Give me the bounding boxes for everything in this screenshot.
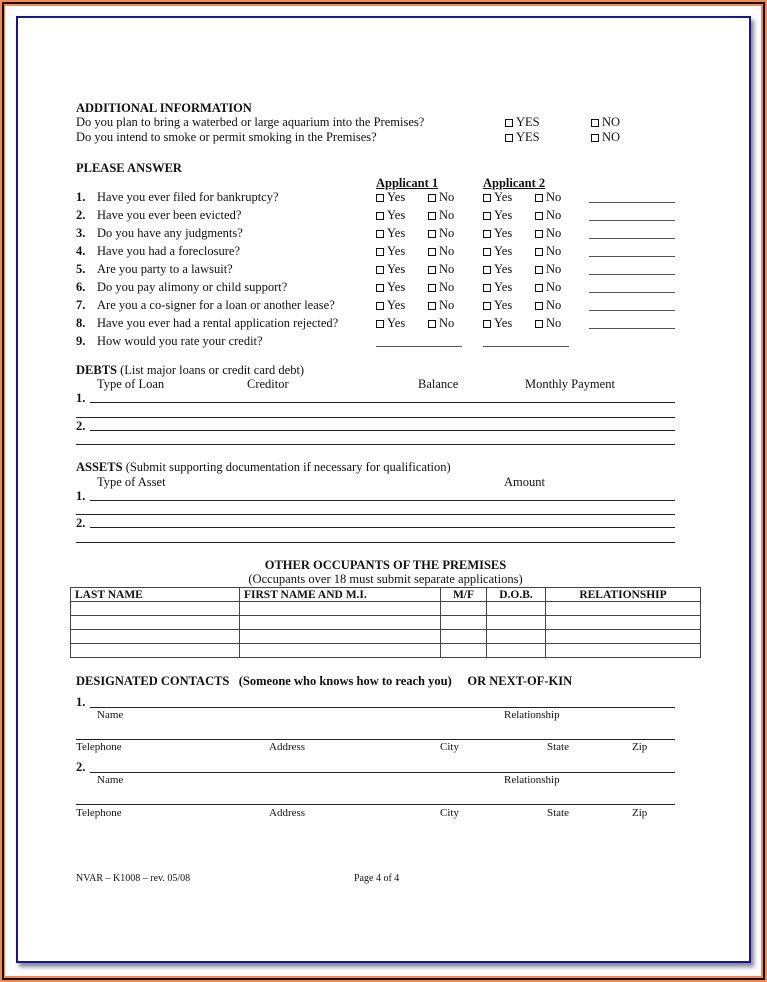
smoking-question: Do you intend to smoke or permit smoking in the Premises?: [76, 130, 377, 144]
question-text: Have you had a foreclosure?: [97, 244, 240, 258]
checkbox[interactable]: [376, 266, 384, 274]
applicant-2-credit-field[interactable]: [483, 346, 569, 347]
label-address: Address: [269, 807, 306, 819]
checkbox[interactable]: [535, 266, 543, 274]
applicant-2-header: Applicant 2: [483, 176, 546, 190]
page-number: Page 4 of 4: [354, 873, 400, 884]
question-number: 6.: [76, 280, 86, 294]
question-text: Have you ever been evicted?: [97, 208, 242, 222]
cell[interactable]: [546, 616, 701, 630]
applicant-2-yes-option[interactable]: Yes: [483, 298, 512, 312]
applicant-1-yes-option[interactable]: Yes: [376, 190, 405, 204]
checkbox[interactable]: [376, 284, 384, 292]
occupants-subheading: (Occupants over 18 must submit separate applications): [248, 572, 523, 586]
smoking-no-option[interactable]: NO: [591, 130, 620, 144]
cell[interactable]: [487, 644, 546, 658]
applicant-2-no-option[interactable]: No: [535, 226, 561, 240]
contacts-heading: DESIGNATED CONTACTS (Someone who knows how to reach you) OR NEXT-OF-KIN: [76, 674, 573, 688]
explanation-field[interactable]: [589, 220, 675, 221]
contact-2-name-field[interactable]: [90, 772, 675, 773]
applicant-1-header: Applicant 1: [376, 176, 439, 190]
checkbox[interactable]: [376, 302, 384, 310]
debt-row-number: 1.: [76, 391, 86, 405]
debt-1-field-2[interactable]: [76, 417, 675, 418]
applicant-2-no-option[interactable]: No: [535, 244, 561, 258]
checkbox[interactable]: [428, 266, 436, 274]
checkbox[interactable]: [591, 134, 599, 142]
label-state: State: [547, 741, 569, 753]
asset-2-field[interactable]: [90, 527, 675, 528]
question-text: Do you have any judgments?: [97, 226, 243, 240]
checkbox[interactable]: [535, 248, 543, 256]
checkbox[interactable]: [428, 248, 436, 256]
cell[interactable]: [487, 616, 546, 630]
debt-1-field[interactable]: [90, 402, 675, 403]
please-answer-heading: PLEASE ANSWER: [76, 161, 182, 175]
contact-2-address-field[interactable]: [76, 804, 675, 805]
label-zip: Zip: [632, 807, 648, 819]
checkbox[interactable]: [591, 119, 599, 127]
explanation-field[interactable]: [589, 292, 675, 293]
applicant-1-no-option[interactable]: No: [428, 208, 454, 222]
applicant-1-yes-option[interactable]: Yes: [376, 226, 405, 240]
applicant-1-no-option[interactable]: No: [428, 280, 454, 294]
checkbox[interactable]: [376, 248, 384, 256]
checkbox[interactable]: [535, 194, 543, 202]
col-balance: Balance: [418, 377, 459, 391]
asset-row-number: 1.: [76, 489, 86, 503]
checkbox[interactable]: [376, 212, 384, 220]
debts-heading: DEBTS (List major loans or credit card debt): [76, 363, 305, 377]
checkbox[interactable]: [483, 248, 491, 256]
applicant-2-yes-option[interactable]: Yes: [483, 208, 512, 222]
question-text: Are you party to a lawsuit?: [97, 262, 233, 276]
applicant-1-yes-option[interactable]: Yes: [376, 262, 405, 276]
applicant-1-credit-field[interactable]: [376, 346, 462, 347]
cell[interactable]: [441, 616, 487, 630]
cell[interactable]: [240, 602, 441, 616]
smoking-yes-option[interactable]: YES: [505, 130, 540, 144]
checkbox[interactable]: [376, 230, 384, 238]
question-number: 7.: [76, 298, 86, 312]
cell[interactable]: [487, 630, 546, 644]
checkbox[interactable]: [505, 134, 513, 142]
checkbox[interactable]: [535, 320, 543, 328]
question-number: 5.: [76, 262, 86, 276]
checkbox[interactable]: [428, 284, 436, 292]
table-row: [71, 644, 701, 658]
label-city: City: [440, 807, 459, 819]
occupants-table: [70, 587, 701, 658]
cell[interactable]: [546, 630, 701, 644]
checkbox[interactable]: [483, 194, 491, 202]
form-id: NVAR – K1008 – rev. 05/08: [76, 873, 191, 884]
cell[interactable]: [71, 630, 240, 644]
checkbox[interactable]: [483, 320, 491, 328]
cell[interactable]: [441, 630, 487, 644]
cell[interactable]: [441, 602, 487, 616]
col-first-name: FIRST NAME AND M.I.: [240, 588, 441, 602]
applicant-1-yes-option[interactable]: Yes: [376, 208, 405, 222]
waterbed-no-option[interactable]: NO: [591, 115, 620, 129]
waterbed-question: Do you plan to bring a waterbed or large aquarium into the Premises?: [76, 115, 425, 129]
debt-row-number: 2.: [76, 419, 86, 433]
col-mf: M/F: [441, 588, 487, 602]
label-city: City: [440, 741, 459, 753]
applicant-1-no-option[interactable]: No: [428, 226, 454, 240]
checkbox[interactable]: [376, 194, 384, 202]
label-state: State: [547, 807, 569, 819]
label-name: Name: [97, 709, 124, 721]
applicant-1-no-option[interactable]: No: [428, 244, 454, 258]
label-relationship: Relationship: [504, 709, 560, 721]
table-header-row: [71, 588, 701, 602]
asset-row-number: 2.: [76, 516, 86, 530]
applicant-2-yes-option[interactable]: Yes: [483, 226, 512, 240]
question-text: Have you ever filed for bankruptcy?: [97, 190, 279, 204]
checkbox[interactable]: [428, 302, 436, 310]
explanation-field[interactable]: [589, 310, 675, 311]
occupants-heading: OTHER OCCUPANTS OF THE PREMISES: [264, 558, 507, 572]
question-number: 9.: [76, 334, 86, 348]
question-text: Are you a co-signer for a loan or another lease?: [97, 298, 335, 312]
applicant-2-yes-option[interactable]: Yes: [483, 190, 512, 204]
col-type-of-asset: Type of Asset: [97, 475, 166, 489]
question-number: 8.: [76, 316, 86, 330]
label-address: Address: [269, 741, 306, 753]
explanation-field[interactable]: [589, 238, 675, 239]
asset-2-field-2[interactable]: [76, 542, 675, 543]
cell[interactable]: [71, 602, 240, 616]
contact-number: 1.: [76, 695, 86, 709]
applicant-2-no-option[interactable]: No: [535, 190, 561, 204]
checkbox[interactable]: [428, 320, 436, 328]
cell[interactable]: [71, 644, 240, 658]
debt-2-field-2[interactable]: [76, 444, 675, 445]
col-monthly-payment: Monthly Payment: [525, 377, 615, 391]
label-relationship: Relationship: [504, 774, 560, 786]
credit-question: How would you rate your credit?: [97, 334, 263, 348]
applicant-2-yes-option[interactable]: Yes: [483, 262, 512, 276]
applicant-1-yes-option[interactable]: Yes: [376, 298, 405, 312]
checkbox[interactable]: [535, 284, 543, 292]
table-row: [71, 602, 701, 616]
checkbox[interactable]: [535, 230, 543, 238]
table-row: [71, 630, 701, 644]
applicant-1-yes-option[interactable]: Yes: [376, 280, 405, 294]
checkbox[interactable]: [483, 302, 491, 310]
col-relationship: RELATIONSHIP: [546, 588, 701, 602]
applicant-1-no-option[interactable]: No: [428, 298, 454, 312]
applicant-2-no-option[interactable]: No: [535, 262, 561, 276]
contact-1-address-field[interactable]: [76, 739, 675, 740]
asset-1-field-2[interactable]: [76, 514, 675, 515]
col-amount: Amount: [504, 475, 545, 489]
checkbox[interactable]: [483, 212, 491, 220]
applicant-2-yes-option[interactable]: Yes: [483, 244, 512, 258]
col-last-name: LAST NAME: [71, 588, 240, 602]
waterbed-yes-option[interactable]: YES: [505, 115, 540, 129]
cell[interactable]: [546, 602, 701, 616]
explanation-field[interactable]: [589, 274, 675, 275]
cell[interactable]: [240, 644, 441, 658]
applicant-1-yes-option[interactable]: Yes: [376, 316, 405, 330]
applicant-1-no-option[interactable]: No: [428, 190, 454, 204]
applicant-2-yes-option[interactable]: Yes: [483, 280, 512, 294]
label-zip: Zip: [632, 741, 648, 753]
checkbox[interactable]: [483, 284, 491, 292]
additional-info-heading: ADDITIONAL INFORMATION: [76, 101, 252, 115]
applicant-1-no-option[interactable]: No: [428, 316, 454, 330]
contact-1-name-field[interactable]: [90, 707, 675, 708]
label-telephone: Telephone: [76, 741, 122, 753]
cell[interactable]: [71, 616, 240, 630]
checkbox[interactable]: [535, 302, 543, 310]
contact-number: 2.: [76, 760, 86, 774]
checkbox[interactable]: [535, 212, 543, 220]
checkbox[interactable]: [428, 212, 436, 220]
asset-1-field[interactable]: [90, 500, 675, 501]
checkbox[interactable]: [505, 119, 513, 127]
col-dob: D.O.B.: [487, 588, 546, 602]
explanation-field[interactable]: [589, 256, 675, 257]
question-number: 1.: [76, 190, 86, 204]
col-creditor: Creditor: [247, 377, 289, 391]
assets-heading: ASSETS (Submit supporting documentation if necessary for qualification): [76, 460, 451, 474]
cell[interactable]: [441, 644, 487, 658]
cell[interactable]: [546, 644, 701, 658]
checkbox[interactable]: [428, 194, 436, 202]
applicant-2-no-option[interactable]: No: [535, 316, 561, 330]
applicant-2-no-option[interactable]: No: [535, 280, 561, 294]
question-number: 4.: [76, 244, 86, 258]
applicant-2-yes-option[interactable]: Yes: [483, 316, 512, 330]
question-text: Have you ever had a rental application rejected?: [97, 316, 339, 330]
applicant-2-no-option[interactable]: No: [535, 298, 561, 312]
col-type-of-loan: Type of Loan: [97, 377, 165, 391]
question-number: 3.: [76, 226, 86, 240]
debt-2-field[interactable]: [90, 430, 675, 431]
applicant-2-no-option[interactable]: No: [535, 208, 561, 222]
explanation-field[interactable]: [589, 202, 675, 203]
checkbox[interactable]: [376, 320, 384, 328]
applicant-1-yes-option[interactable]: Yes: [376, 244, 405, 258]
checkbox[interactable]: [428, 230, 436, 238]
label-name: Name: [97, 774, 124, 786]
document-page: [16, 16, 751, 963]
checkbox[interactable]: [483, 266, 491, 274]
cell[interactable]: [240, 630, 441, 644]
cell[interactable]: [487, 602, 546, 616]
table-row: [71, 616, 701, 630]
applicant-1-no-option[interactable]: No: [428, 262, 454, 276]
checkbox[interactable]: [483, 230, 491, 238]
explanation-field[interactable]: [589, 328, 675, 329]
label-telephone: Telephone: [76, 807, 122, 819]
cell[interactable]: [240, 616, 441, 630]
question-text: Do you pay alimony or child support?: [97, 280, 288, 294]
question-number: 2.: [76, 208, 86, 222]
